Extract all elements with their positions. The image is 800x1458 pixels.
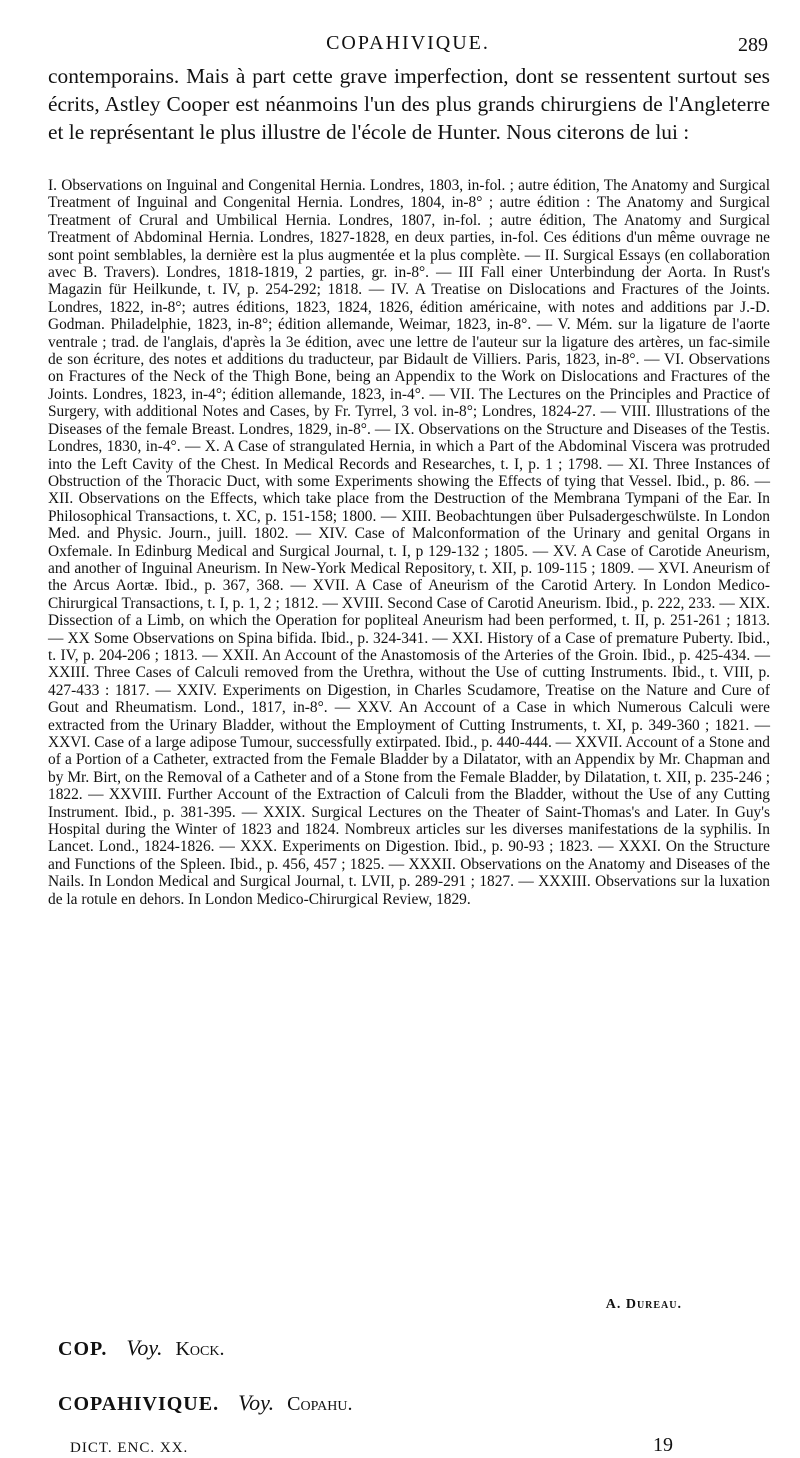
entry-see: Voy.	[126, 1335, 163, 1360]
entry-headword: COPAHIVIQUE.	[58, 1393, 220, 1415]
page-footer	[70, 1434, 690, 1457]
footer-label: DICT. ENC. XX.	[70, 1440, 189, 1456]
running-head	[48, 28, 768, 58]
entry-cop	[58, 1335, 224, 1361]
entry-see: Voy.	[238, 1390, 275, 1415]
running-title: COPAHIVIQUE.	[326, 32, 490, 54]
signature-mark: 19	[653, 1434, 673, 1456]
entry-copahivique	[58, 1390, 352, 1416]
bibliography-paragraph: I. Observations on Inguinal and Congenital Hernia. Londres, 1803, in-fol. ; autre édition, The Anatomy and Surgical Treatment of Inguinal and Congenital Hernia. Londres, 1804, in-8° ; autre édition : The Anatomy and Surgical Treatment of Crural and Umbilical Hernia. Londres, 1807, in-fol. ; autre édition, The Anatomy and Surgical Treatment of Abdominal Hernia. Londres, 1827-1828, en deux parties, in-fol. Ces éditions d'un même ouvrage ne sont point semblables, la dernière est la plus augmentée et la plus complète. — II. Surgical Essays (en collaboration avec B. Travers). Londres, 1818-1819, 2 parties, gr. in-8°. — III Fall einer Unterbindung der Aorta. In Rust's Magazin für Heilkunde, t. IV, p. 254-292; 1818. — IV. A Treatise on Dislocations and Fractures of the Joints. Londres, 1822, in-8°; autres éditions, 1823, 1824, 1826, édition américaine, with notes and additions par J.-D. Godman. Philadelphie, 1823, in-8°; édition allemande, Weimar, 1823, in-8°. — V. Mém. sur la ligature de l'aorte ventrale ; trad. de l'anglais, d'après la 3e édition, avec une lettre de l'auteur sur la ligature des artères, un fac-simile de son écriture, des notes et additions du traducteur, par Bidault de Villiers. Paris, 1823, in-8°. — VI. Observations on Fractures of the Neck of the Thigh Bone, being an Appendix to the Work on Dislocations and Fractures of the Joints. Londres, 1823, in-4°; édition allemande, 1823, in-4°. — VII. The Lectures on the Principles and Practice of Surgery, with additional Notes and Cases, by Fr. Tyrrel, 3 vol. in-8°; Londres, 1824-27. — VIII. Illustrations of the Diseases of the female Breast. Londres, 1829, in-8°. — IX. Observations on the Structure and Diseases of the Testis. Londres, 1830, in-4°. — X. A Case of strangulated Hernia, in which a Part of the Abdominal Viscera was protruded into the Left Cavity of the Chest. In Medical Records and Researches, t. I, p. 1 ; 1798. — XI. Three Instances of Obstruction of the Thoracic Duct, with some Experiments showing the Effects of tying that Vessel. Ibid., p. 86. — XII. Observations on the Effects, which take place from the Destruction of the Membrana Tympani of the Ear. In Philosophical Transactions, t. XC, p. 151-158; 1800. — XIII. Beobachtungen über Pulsadergeschwülste. In London Med. and Physic. Journ., juill. 1802. — XIV. Case of Malconformation of the Urinary and genital Organs in Oxfemale. In Edinburg Medical and Surgical Journal, t. I, p 129-132 ; 1805. — XV. A Case of Carotide Aneurism, and another of Inguinal Aneurism. In New-York Medical Repository, t. XII, p. 109-115 ; 1809. — XVI. Aneurism of the Arcus Aortæ. Ibid., p. 367, 368. — XVII. A Case of Aneurism of the Carotid Artery. In London Medico-Chirurgical Transactions, t. I, p. 1, 2 ; 1812. — XVIII. Second Case of Carotid Aneurism. Ibid., p. 222, 233. — XIX. Dissection of a Limb, on which the Operation for popliteal Aneurism had been performed, t. II, p. 251-261 ; 1813. — XX Some Observations on Spina bifida. Ibid., p. 324-341. — XXI. History of a Case of premature Puberty. Ibid., t. IV, p. 204-206 ; 1813. — XXII. An Account of the Anastomosis of the Arteries of the Groin. Ibid., p. 425-434. — XXIII. Three Cases of Calculi removed from the Urethra, without the Use of cutting Instruments. Ibid., t. VIII, p. 427-433 : 1817. — XXIV. Experiments on Digestion, in Charles Scudamore, Treatise on the Nature and Cure of Gout and Rheumatism. Lond., 1817, in-8°. — XXV. An Account of a Case in which Numerous Calculi were extracted from the Urinary Bladder, without the Employment of Cutting Instruments, t. XI, p. 349-360 ; 1821. — XXVI. Case of a large adipose Tumour, successfully extirpated. Ibid., p. 440-444. — XXVII. Account of a Stone and of a Portion of a Catheter, extracted from the Female Bladder by a Dilatator, with an Appendix by Mr. Chapman and by Mr. Birt, on the Removal of a Catheter and of a Stone from the Female Bladder, by Dilatation, t. XII, p. 235-246 ; 1822. — XXVIII. Further Account of the Extraction of Calculi from the Bladder, without the Use of any Cutting Instrument. Ibid., p. 381-395. — XXIX. Surgical Lectures on the Theater of Saint-Thomas's and Later. In Guy's Hospital during the Winter of 1823 and 1824. Nombreux articles sur les diverses manifestations de la syphilis. In Lancet. Lond., 1824-1826. — XXX. Experiments on Digestion. Ibid., p. 90-93 ; 1823. — XXXI. On the Structure and Functions of the Spleen. Ibid., p. 456, 457 ; 1825. — XXXII. Observations on the Anatomy and Diseases of the Nails. In London Medical and Surgical Journal, t. LVII, p. 289-291 ; 1827. — XXXIII. Observations sur la luxation de la rotule en dehors. In London Medico-Chirurgical Review, 1829.	[48, 177, 770, 908]
entry-cross-reference: Kock.	[175, 1338, 225, 1360]
page-number: 289	[738, 34, 768, 56]
author-signature: A. Dureau.	[605, 1297, 682, 1312]
entry-headword: COP.	[58, 1338, 108, 1360]
entry-cross-reference: Copahu.	[287, 1393, 353, 1415]
intro-paragraph: contemporains. Mais à part cette grave imperfection, dont se ressentent surtout ses écrits, Astley Cooper est néanmoins l'un des plus grands chirurgiens de l'Angleterre et le représentant le plus illustre de l'école de Hunter. Nous citerons de lui :	[48, 64, 770, 144]
